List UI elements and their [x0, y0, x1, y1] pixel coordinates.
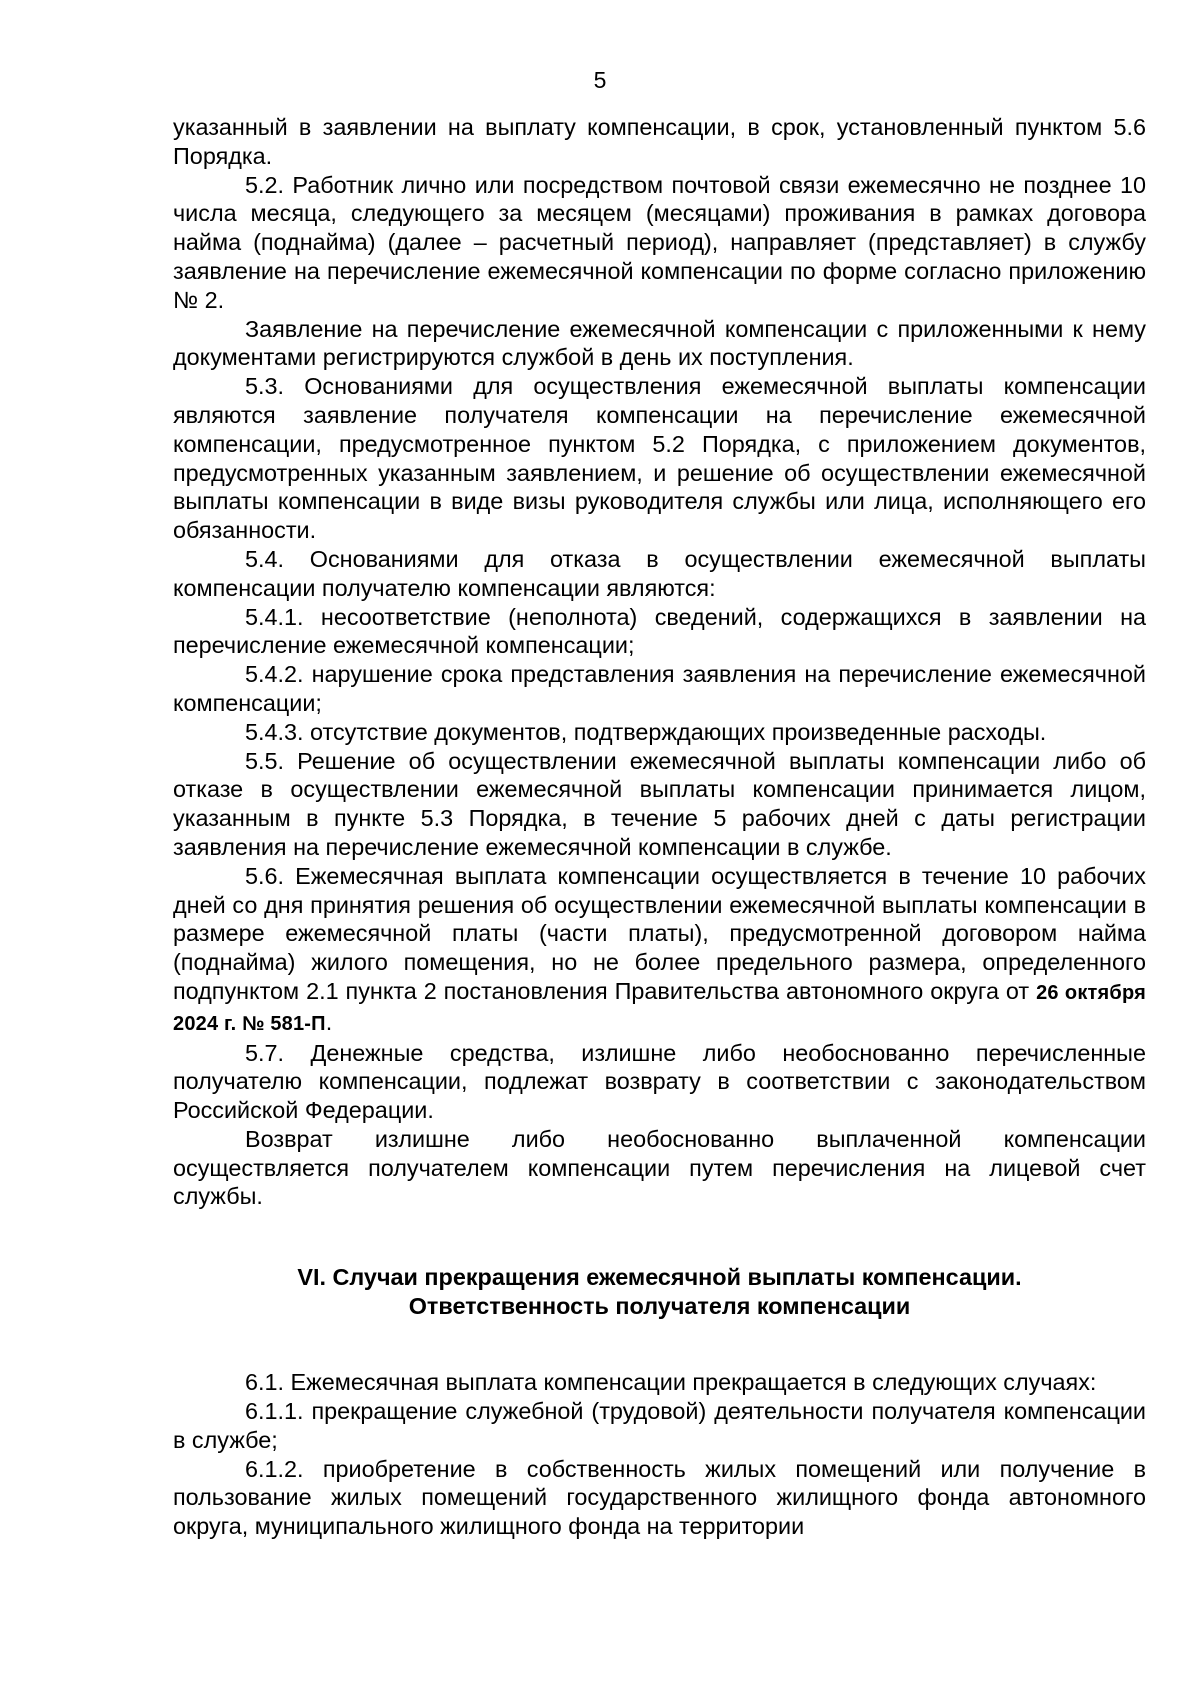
paragraph: 5.4. Основаниями для отказа в осуществлении ежемесячной выплаты компенсации получателю компенсации являются:: [173, 545, 1146, 601]
paragraph: 5.2. Работник лично или посредством почтовой связи ежемесячно не позднее 10 числа месяца, следующего за месяцем (месяцами) проживания в рамках договора найма (поднайма) (далее – расчетный период), направляет (представляет) в службу заявление на перечисление ежемесячной компенсации по форме согласно приложению № 2.: [173, 171, 1146, 313]
paragraph: 5.5. Решение об осуществлении ежемесячной выплаты компенсации либо об отказе в осуществлении ежемесячной выплаты компенсации принимается лицом, указанным в пункте 5.3 Порядка, в течение 5 рабочих дней с даты регистрации заявления на перечисление ежемесячной компенсации в службе.: [173, 747, 1146, 860]
paragraph: 6.1. Ежемесячная выплата компенсации прекращается в следующих случаях:: [245, 1369, 1097, 1396]
document-body: [173, 113, 1146, 1541]
paragraph: 5.3. Основаниями для осуществления ежемесячной выплаты компенсации являются заявление получателя компенсации на перечисление ежемесячной компенсации, предусмотренное пунктом 5.2 Порядка, с приложением документов, предусмотренных указанным заявлением, и решение об осуществлении ежемесячной выплаты компенсации в виде визы руководителя службы или лица, исполняющего его обязанности.: [173, 373, 1146, 544]
paragraph: 5.7. Денежные средства, излишне либо необоснованно перечисленные получателю компенсации, подлежат возврату в соответствии с законодательством Российской Федерации.: [173, 1039, 1146, 1124]
paragraph-5-6: [173, 862, 1146, 1039]
paragraph: указанный в заявлении на выплату компенсации, в срок, установленный пунктом 5.6 Порядка.: [173, 114, 1146, 169]
paragraph-5-6-text: 5.6. Ежемесячная выплата компенсации осуществляется в течение 10 рабочих дней со дня принятия решения об осуществлении ежемесячной выплаты компенсации в размере ежемесячной платы (части платы), предусмотренной договором найма (поднайма) жилого помещения, но не более предельного размера, определенного подпунктом 2.1 пункта 2 постановления Правительства автономного округа от: [173, 862, 1146, 1004]
paragraph-5-6-end: .: [325, 1008, 333, 1035]
paragraph: 5.4.3. отсутствие документов, подтверждающих произведенные расходы.: [245, 718, 1047, 745]
section-heading: [173, 1263, 1146, 1321]
section-heading-line-2: Ответственность получателя компенсации: [408, 1293, 911, 1320]
paragraph: Заявление на перечисление ежемесячной компенсации с приложенными к нему документами регистрируются службой в день их поступления.: [173, 315, 1146, 371]
paragraph: 6.1.2. приобретение в собственность жилых помещений или получение в пользование жилых помещений государственного жилищного фонда автономного округа, муниципального жилищного фонда на территории: [173, 1455, 1146, 1540]
paragraph: 6.1.1. прекращение служебной (трудовой) деятельности получателя компенсации в службе;: [173, 1398, 1146, 1453]
section-heading-line-1: VI. Случаи прекращения ежемесячной выплаты компенсации.: [297, 1264, 1022, 1291]
resolution-date-stamp: 26 октября 2024 г. № 581-П: [173, 981, 1146, 1035]
paragraph: 5.4.2. нарушение срока представления заявления на перечисление ежемесячной компенсации;: [173, 661, 1146, 716]
paragraph: Возврат излишне либо необоснованно выплаченной компенсации осуществляется получателем компенсации путем перечисления на лицевой счет службы.: [173, 1125, 1146, 1210]
paragraph: 5.4.1. несоответствие (неполнота) сведений, содержащихся в заявлении на перечисление ежемесячной компенсации;: [173, 603, 1146, 659]
page-number: 5: [593, 67, 607, 93]
